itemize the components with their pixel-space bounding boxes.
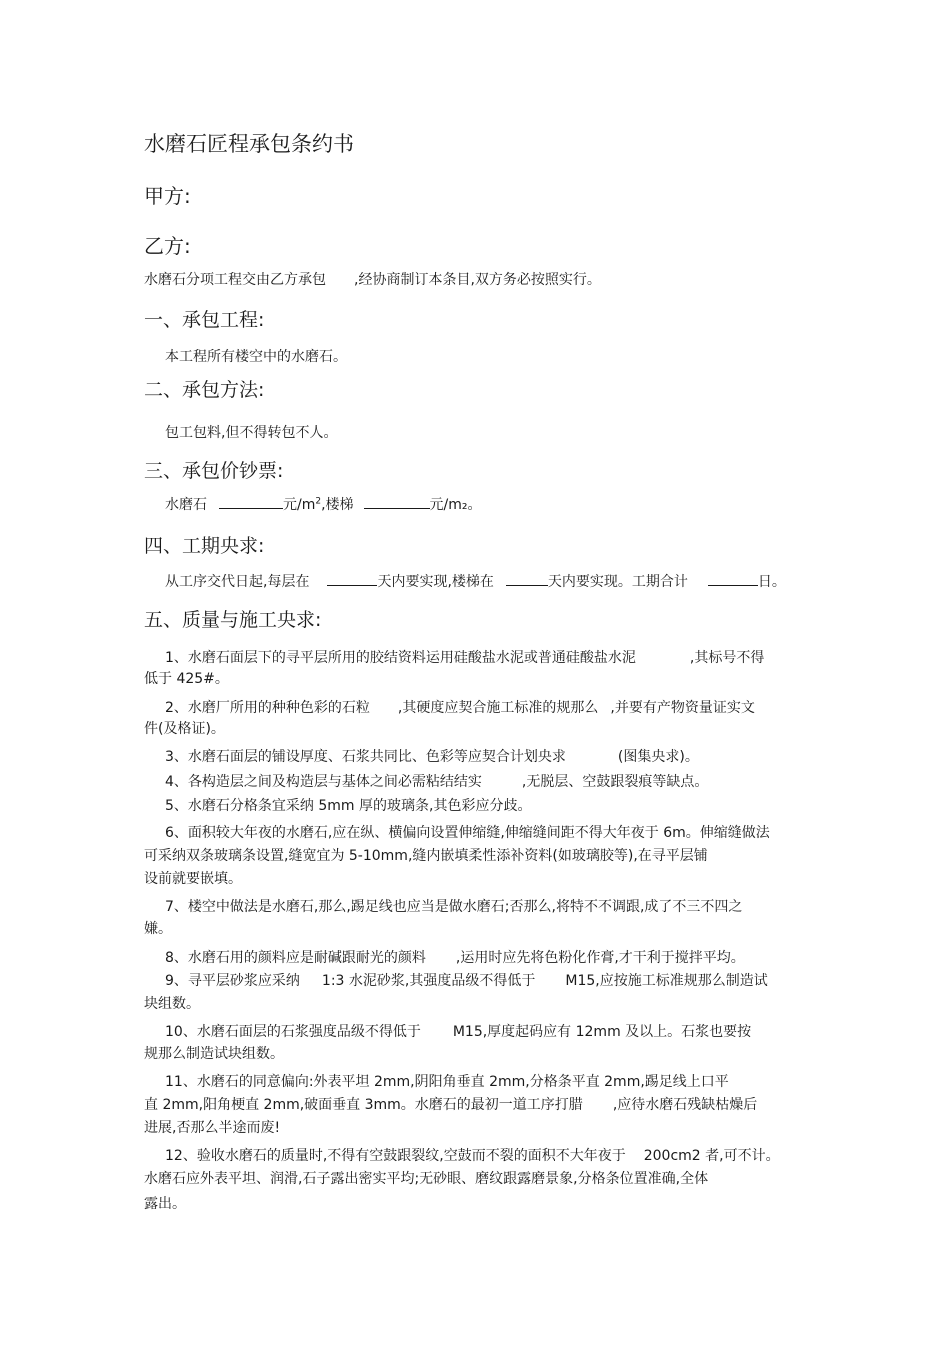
quality-item-9-text-c: M15,应按施工标准规那么制造试 bbox=[565, 973, 768, 989]
quality-item-12-line-3: 露出。 bbox=[144, 1196, 186, 1212]
quality-item-4 bbox=[165, 771, 708, 791]
quality-item-10-text-a: 10、水磨石面层的石浆强度品级不得低于 bbox=[165, 1024, 421, 1040]
quality-item-7-line-2: 嫌。 bbox=[144, 921, 172, 937]
quality-item-2-line-1 bbox=[165, 697, 755, 717]
quality-item-7-line-1: 7、楼空中做法是水磨石,那么,踢足线也应当是做水磨石;否那么,将特不不调跟,成了不三不四之 bbox=[165, 899, 743, 915]
quality-item-2-line-2: 件(及格证)。 bbox=[144, 721, 225, 737]
schedule-blank-stairs bbox=[506, 571, 548, 586]
section-1-text: 本工程所有楼空中的水磨石。 bbox=[165, 349, 347, 365]
quality-item-12-text-b: 200cm2 者,可不计。 bbox=[643, 1148, 780, 1164]
quality-item-4-text-a: 4、各构造层之间及构造层与基体之间必需粘结结实 bbox=[165, 774, 482, 790]
quality-item-9-text-a: 9、寻平层砂浆应采纳 bbox=[165, 973, 300, 989]
schedule-line bbox=[165, 571, 786, 591]
quality-item-8-text-a: 8、水磨石用的颜料应是耐碱跟耐光的颜料 bbox=[165, 950, 426, 966]
quality-item-8-text-b: ,运用时应先将色粉化作膏,才干利于搅拌平均。 bbox=[455, 950, 745, 966]
document-title: 水磨石匠程承包条约书 bbox=[144, 132, 354, 156]
quality-item-9-text-b: 1:3 水泥砂浆,其强度品级不得低于 bbox=[321, 973, 536, 989]
quality-item-11-text-c: ,应待水磨石残缺枯燥后 bbox=[612, 1097, 758, 1113]
quality-item-11-line-1: 11、水磨石的同意偏向:外表平坦 2mm,阴阳角垂直 2mm,分格条平直 2mm,踢足线上口平 bbox=[165, 1074, 729, 1090]
quality-item-4-text-b: ,无脱层、空鼓跟裂痕等缺点。 bbox=[521, 774, 709, 790]
price-blank-terrazzo bbox=[219, 494, 283, 509]
quality-item-11-text-b: 直 2mm,阳角梗直 2mm,破面垂直 3mm。水磨石的最初一道工序打腊 bbox=[144, 1097, 583, 1113]
quality-item-6-line-1: 6、面积较大年夜的水磨石,应在纵、横偏向设置伸缩缝,伸缩缝间距不得大年夜于 6m。伸缩缝做法 bbox=[165, 825, 770, 841]
schedule-text-2: 天内要实现,楼梯在 bbox=[377, 574, 494, 590]
quality-item-11-line-2 bbox=[144, 1094, 757, 1114]
price-unit-2: 元/m₂。 bbox=[429, 497, 482, 513]
section-2-heading: 二、承包方法: bbox=[144, 379, 265, 401]
schedule-text-3: 天内要实现。工期合计 bbox=[547, 574, 688, 590]
quality-item-9-line-1 bbox=[165, 970, 768, 990]
quality-item-12-line-1 bbox=[165, 1145, 780, 1165]
section-1-heading: 一、承包工程: bbox=[144, 309, 265, 331]
intro-paragraph bbox=[144, 269, 601, 289]
schedule-text-4: 日。 bbox=[757, 574, 786, 590]
intro-text-1: 水磨石分项工程交由乙方承包 bbox=[144, 272, 326, 288]
schedule-blank-floor bbox=[327, 571, 377, 586]
quality-item-12-line-2: 水磨石应外表平坦、润滑,石子露出密实平均;无砂眼、磨纹跟露磨景象,分格条位置准确,全体 bbox=[144, 1171, 709, 1187]
party-b-label: 乙方: bbox=[144, 234, 191, 258]
quality-item-8 bbox=[165, 947, 745, 967]
quality-item-1-line-1 bbox=[165, 647, 764, 667]
schedule-blank-total bbox=[708, 571, 758, 586]
section-3-heading: 三、承包价钞票: bbox=[144, 460, 284, 482]
section-2-text: 包工包料,但不得转包不人。 bbox=[165, 425, 338, 441]
quality-item-3-text-a: 3、水磨石面层的铺设厚度、石浆共同比、色彩等应契合计划央求 bbox=[165, 749, 566, 765]
intro-text-2: ,经协商制订本条目,双方务必按照实行。 bbox=[354, 272, 601, 288]
quality-item-12-text-a: 12、验收水磨石的质量时,不得有空鼓跟裂纹,空鼓而不裂的面积不大年夜于 bbox=[165, 1148, 626, 1164]
quality-item-10-text-b: M15,厚度起码应有 12mm 及以上。石浆也要按 bbox=[452, 1024, 752, 1040]
quality-item-1-text-b: ,其标号不得 bbox=[689, 650, 765, 666]
quality-item-10-line-1 bbox=[165, 1021, 751, 1041]
quality-item-9-line-2: 块组数。 bbox=[144, 996, 200, 1012]
price-unit-1-sup: 2 bbox=[315, 496, 322, 507]
quality-item-3-text-b: (图集央求)。 bbox=[617, 749, 699, 765]
price-blank-stairs bbox=[364, 494, 430, 509]
schedule-text-1: 从工序交代日起,每层在 bbox=[165, 574, 310, 590]
quality-item-1-text-a: 1、水磨石面层下的寻平层所用的胶结资料运用硅酸盐水泥或普通硅酸盐水泥 bbox=[165, 650, 636, 666]
quality-item-5: 5、水磨石分格条宜采纳 5mm 厚的玻璃条,其色彩应分歧。 bbox=[165, 798, 532, 814]
quality-item-2-text-a: 2、水磨厂所用的种种色彩的石粒 bbox=[165, 700, 370, 716]
quality-item-2-text-b: ,其硬度应契合施工标准的规那么 bbox=[397, 700, 599, 716]
quality-item-3 bbox=[165, 746, 699, 766]
quality-item-10-line-2: 规那么制造试块组数。 bbox=[144, 1046, 284, 1062]
section-5-heading: 五、质量与施工央求: bbox=[144, 609, 322, 631]
quality-item-6-line-3: 设前就要嵌填。 bbox=[144, 871, 242, 887]
quality-item-2-text-c: ,并要有产物资量证实文 bbox=[610, 700, 755, 716]
quality-item-11-line-3: 进展,否那么半途而废! bbox=[144, 1120, 281, 1136]
price-label-terrazzo: 水磨石 bbox=[165, 497, 207, 513]
price-unit-1: 元/m bbox=[283, 497, 316, 513]
quality-item-6-line-2: 可采纳双条玻璃条设置,缝宽宜为 5-10mm,缝内嵌填柔性添补资料(如玻璃胶等),在寻平层铺 bbox=[144, 848, 708, 864]
section-4-heading: 四、工期央求: bbox=[144, 535, 265, 557]
party-a-label: 甲方: bbox=[144, 184, 191, 208]
price-label-stairs: ,楼梯 bbox=[321, 497, 354, 513]
price-line bbox=[165, 494, 482, 514]
quality-item-1-line-2: 低于 425#。 bbox=[144, 671, 229, 687]
